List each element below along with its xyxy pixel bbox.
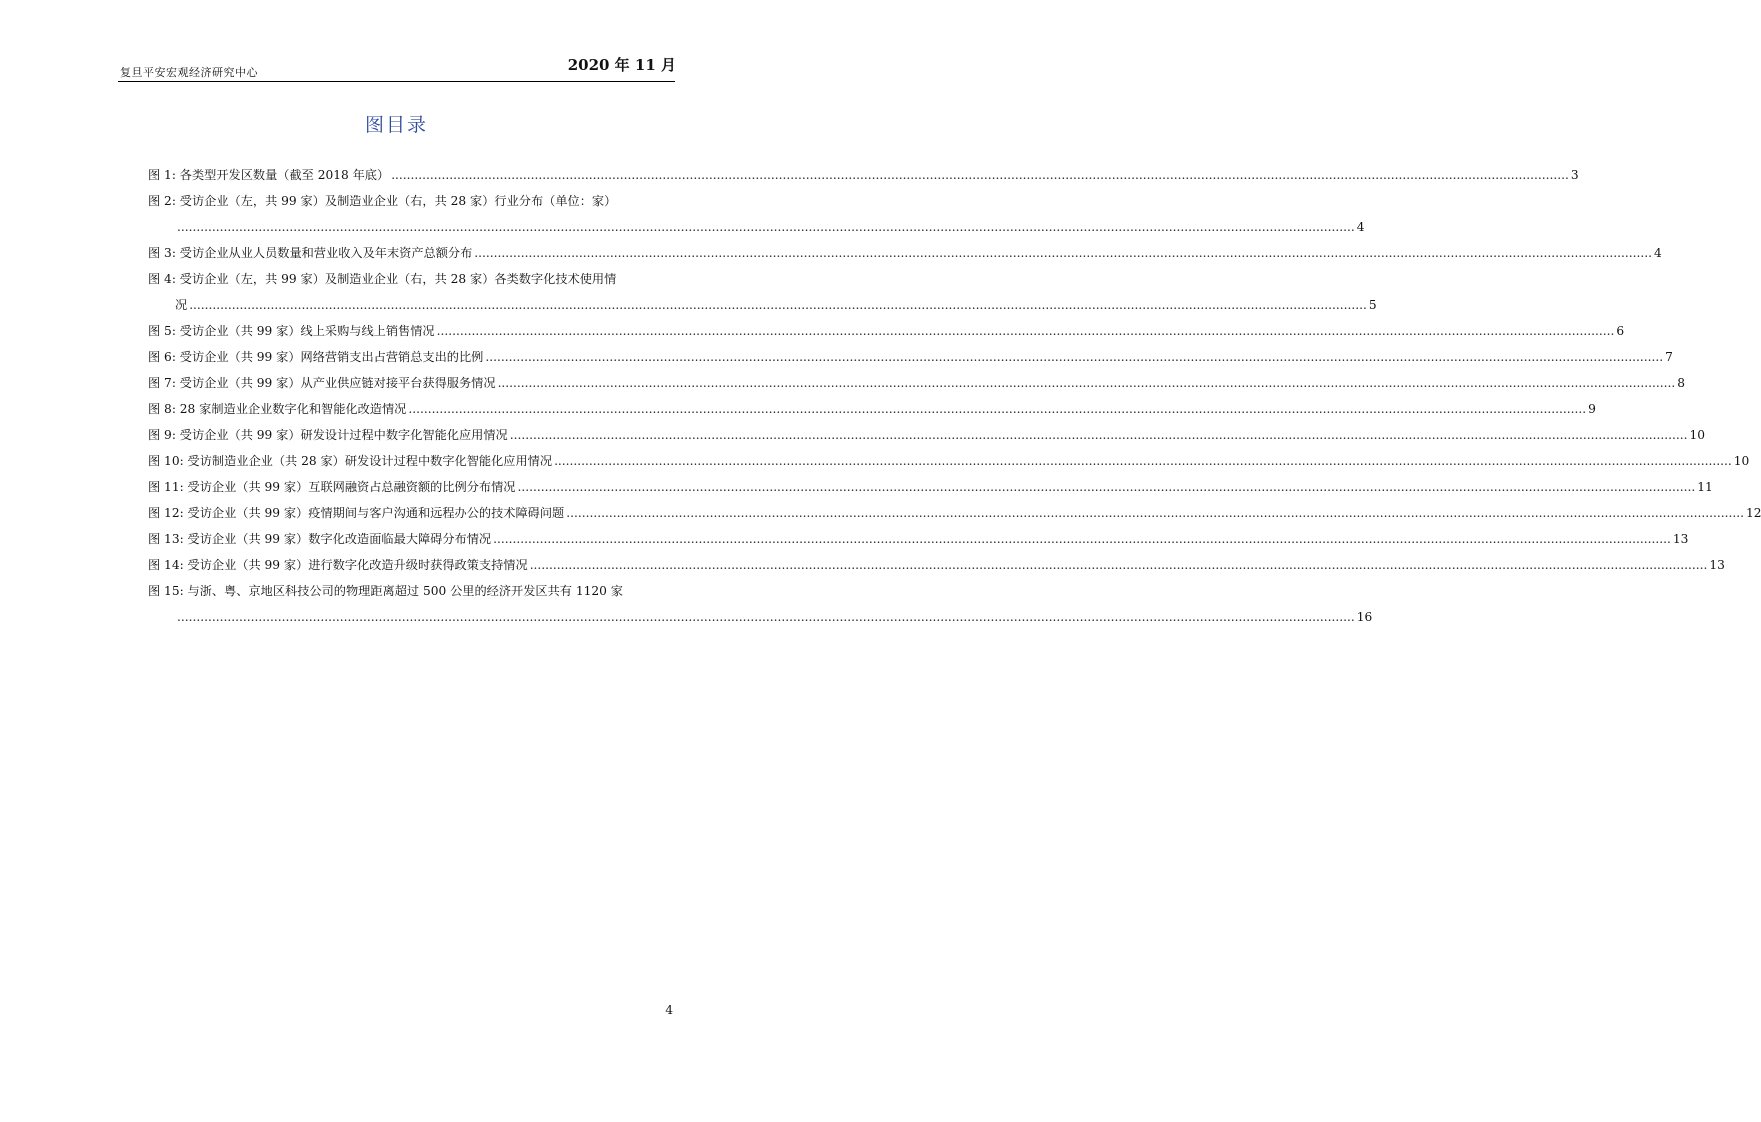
page-number: 4	[665, 1003, 673, 1017]
dot-leader	[530, 554, 1708, 576]
toc-entry[interactable]	[148, 450, 1750, 476]
header-organization: 复旦平安宏观经济研究中心	[120, 66, 258, 79]
dot-leader	[485, 346, 1663, 368]
toc-entry-label: 图 9: 受访企业（共 99 家）研发设计过程中数字化智能化应用情况	[148, 428, 508, 442]
toc-entry-page: 6	[1616, 324, 1625, 338]
toc-entry[interactable]	[148, 190, 1365, 242]
toc-entry-page: 8	[1677, 376, 1686, 390]
toc-entry[interactable]	[148, 320, 1625, 346]
header-date: 2020 年 11 月	[567, 56, 676, 74]
dot-leader	[189, 294, 1367, 316]
toc-entry-label: 图 7: 受访企业（共 99 家）从产业供应链对接平台获得服务情况	[148, 376, 496, 390]
toc-entry-page: 16	[1356, 610, 1373, 624]
toc-entry-page: 9	[1588, 402, 1596, 416]
toc-entry[interactable]	[148, 554, 1725, 580]
toc-entry-page: 5	[1368, 298, 1377, 312]
dot-leader	[498, 372, 1676, 394]
toc-entry-page: 10	[1733, 454, 1750, 468]
toc-entry-label: 图 10: 受访制造业企业（共 28 家）研发设计过程中数字化智能化应用情况	[148, 454, 553, 468]
toc-entry-label: 图 8: 28 家制造业企业数字化和智能化改造情况	[148, 402, 407, 416]
toc-entry[interactable]	[148, 424, 1705, 450]
toc-entry-label: 图 14: 受访企业（共 99 家）进行数字化改造升级时获得政策支持情况	[148, 558, 528, 572]
dot-leader	[474, 242, 1652, 264]
toc-entry-page: 12	[1745, 506, 1761, 520]
toc-entry[interactable]	[148, 346, 1673, 372]
dot-leader	[493, 528, 1671, 550]
dot-leader	[177, 216, 1355, 238]
toc-entry[interactable]	[148, 580, 1373, 632]
toc-entry-page: 7	[1665, 350, 1673, 364]
dot-leader	[554, 450, 1732, 472]
toc-title: 图目录	[364, 114, 428, 136]
dot-leader	[408, 398, 1586, 420]
toc-entry[interactable]	[148, 268, 1377, 320]
toc-entry-page: 11	[1697, 480, 1713, 494]
dot-leader	[518, 476, 1696, 498]
dot-leader	[566, 502, 1744, 524]
toc-entry-page: 13	[1672, 532, 1689, 546]
toc-entry-label: 图 15: 与浙、粤、京地区科技公司的物理距离超过 500 公里的经济开发区共有 1120 家	[148, 584, 623, 598]
toc-entry[interactable]	[148, 372, 1686, 398]
dot-leader	[391, 164, 1569, 186]
toc-entry-page: 13	[1709, 558, 1725, 572]
toc-entry-label-continued: 况	[175, 298, 188, 312]
toc-entry[interactable]	[148, 398, 1596, 424]
toc-entry-label: 图 1: 各类型开发区数量（截至 2018 年底）	[148, 168, 390, 182]
toc-entry[interactable]	[148, 164, 1579, 190]
toc-entry[interactable]	[148, 476, 1713, 502]
header-divider	[118, 81, 675, 82]
toc-entry-label: 图 6: 受访企业（共 99 家）网络营销支出占营销总支出的比例	[148, 350, 484, 364]
dot-leader	[177, 606, 1355, 628]
toc-entry[interactable]	[148, 502, 1761, 528]
toc-entry-page: 10	[1689, 428, 1705, 442]
toc-entry[interactable]	[148, 242, 1662, 268]
toc-entry-label: 图 13: 受访企业（共 99 家）数字化改造面临最大障碍分布情况	[148, 532, 492, 546]
toc-entry-label: 图 4: 受访企业（左，共 99 家）及制造业企业（右，共 28 家）各类数字化技术使用情	[148, 272, 617, 286]
toc-entry-label: 图 3: 受访企业从业人员数量和营业收入及年末资产总额分布	[148, 246, 473, 260]
toc-entry-page: 4	[1654, 246, 1662, 260]
toc-entry-label: 图 12: 受访企业（共 99 家）疫情期间与客户沟通和远程办公的技术障碍问题	[148, 506, 565, 520]
toc-entry-label: 图 2: 受访企业（左，共 99 家）及制造业企业（右，共 28 家）行业分布（单位：家）	[148, 194, 617, 208]
toc-entry-page: 4	[1356, 220, 1365, 234]
toc-entry-label: 图 5: 受访企业（共 99 家）线上采购与线上销售情况	[148, 324, 435, 338]
figure-list	[148, 164, 1761, 632]
dot-leader	[510, 424, 1688, 446]
dot-leader	[437, 320, 1615, 342]
toc-entry-label: 图 11: 受访企业（共 99 家）互联网融资占总融资额的比例分布情况	[148, 480, 516, 494]
toc-entry[interactable]	[148, 528, 1689, 554]
toc-entry-page: 3	[1570, 168, 1579, 182]
